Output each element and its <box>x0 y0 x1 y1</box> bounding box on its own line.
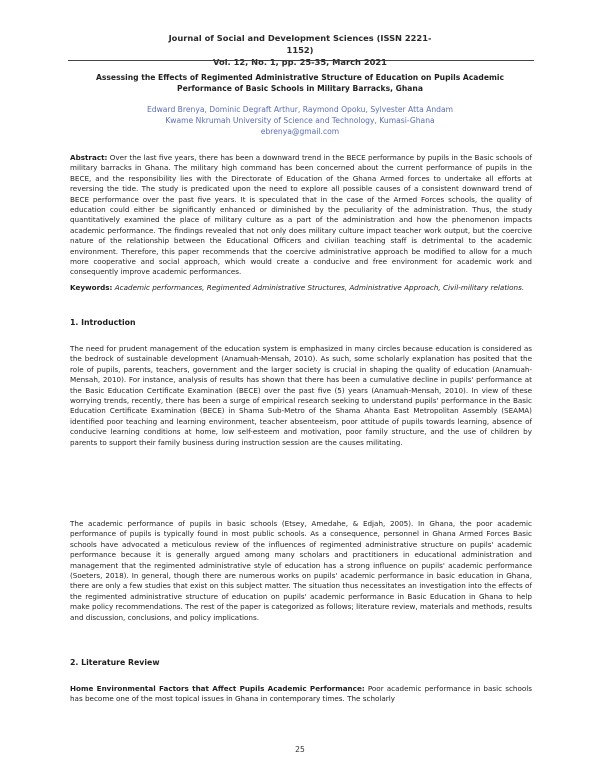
paragraph-literature-text: Poor academic performance in basic schools has become one of the most topical issues in Ghana in contemporary times. The scholarly <box>70 684 532 704</box>
journal-volume: Vol. 12, No. 1, pp. 25-35, March 2021 <box>213 57 387 67</box>
abstract <box>70 153 532 278</box>
paragraph-intro-1: The need for prudent management of the education system is emphasized in many circles because education is considered as the bedrock of sustainable development (Anamuah-Mensah, 2010). As such, some scholarly explanation has posited that the role of pupils, parents, teachers, government and the larger society is crucial in shaping the quality of education (Anamuah-Mensah, 2010). For instance, analysis of results has shown that there has been a cumulative decline in pupils' performance at the Basic Education Certificate Examination (BECE) over the past five (5) years (Anamuah-Mensah, 2010). In view of these worrying trends, recently, there has been a surge of empirical research seeking to understand pupils' performance in the Basic Education Certificate Examination (BECE) in Shama Sub-Metro of the Shama Ahanta East Metropolitan Assembly (SEAMA) identified poor teaching and learning environment, teacher absenteeism, poor attitude of pupils towards learning, absence of conducive learning conditions at home, low self-esteem and motivation, poor family structure, and the use of children by parents to support their family business during instruction session are the causes militating. <box>70 344 532 447</box>
abstract-text: Over the last five years, there has been a downward trend in the BECE performance by pupils in the Basic schools of military barracks in Ghana. The military high command has been concerned about the current performance of pupils in the BECE, and the responsibility lies with the Directorate of Education of the Ghana Armed forces to undertake all efforts at reversing the tide. The study is predicated upon the need to explore all possible causes of a consistent downward trend of BECE performance over the past five years. It is speculated that in the case of the Armed Forces schools, the quality of education could either be significantly enhanced or diminished by the peculiarity of the administration. Thus, the study quantitatively examined the place of military culture as a part of the administration and how the phenomenon impacts academic performance. The findings revealed that not only does military culture impact teacher work output, but the coercive nature of the relationship between the Educational Officers and civilian teaching staff is detrimental to the academic environment. Therefore, this paper recommends that the coercive administrative approach be modified to allow for a much more cooperative and social approach, which would create a conducive and free environment for academic work and consequently improve academic performances. <box>70 153 532 277</box>
section-heading-introduction: 1. Introduction <box>70 318 136 327</box>
keywords-text: Academic performances, Regimented Administrative Structures, Administrative Approach, Civil-military relations. <box>114 283 525 292</box>
paper-title <box>90 72 510 94</box>
keywords <box>70 283 532 293</box>
header-divider <box>68 60 534 61</box>
author-names: Edward Brenya, Dominic Degraft Arthur, Raymond Opoku, Sylvester Atta Andam <box>146 105 454 114</box>
keywords-label: Keywords: <box>70 283 113 292</box>
abstract-label: Abstract: <box>70 153 108 162</box>
page-number: 25 <box>295 745 305 754</box>
subsection-label: Home Environmental Factors that Affect Pupils Academic Performance: <box>70 684 365 693</box>
journal-name: Journal of Social and Development Sciences (ISSN 2221-1152) <box>168 33 432 55</box>
author-email: ebrenya@gmail.com <box>260 127 340 136</box>
paragraph-literature-1 <box>70 684 532 705</box>
journal-header <box>160 32 440 68</box>
title-line-2: Performance of Basic Schools in Military Barracks, Ghana <box>177 84 423 93</box>
title-line-1: Assessing the Effects of Regimented Administrative Structure of Education on Pupils Academic <box>96 73 504 82</box>
author-block <box>90 104 510 137</box>
author-affiliation: Kwame Nkrumah University of Science and Technology, Kumasi-Ghana <box>165 116 435 125</box>
section-heading-literature-review: 2. Literature Review <box>70 658 160 667</box>
paragraph-intro-2: The academic performance of pupils in basic schools (Etsey, Amedahe, & Edjah, 2005). In Ghana, the poor academic performance of pupils is typically found in most public schools. As a consequence, personnel in Ghana Armed Forces Basic schools have advocated a meticulous review of the influences of regimented administrative structure on pupils' academic performance because it is generally argued among many scholars and practitioners in educational administration and management that the regimented administrative style of education has a strong influence on pupils' academic performance (Soeters, 2018). In general, though there are numerous works on pupils' academic performance in basic education in Ghana, there are only a few studies that exist on this subject matter. The situation thus necessitates an investigation into the effects of the regimented administrative structure of education on pupils' academic performance in Basic Education in Ghana to help make policy recommendations. The rest of the paper is categorized as follows; literature review, materials and methods, results and discussion, conclusions, and policy implications. <box>70 519 532 622</box>
